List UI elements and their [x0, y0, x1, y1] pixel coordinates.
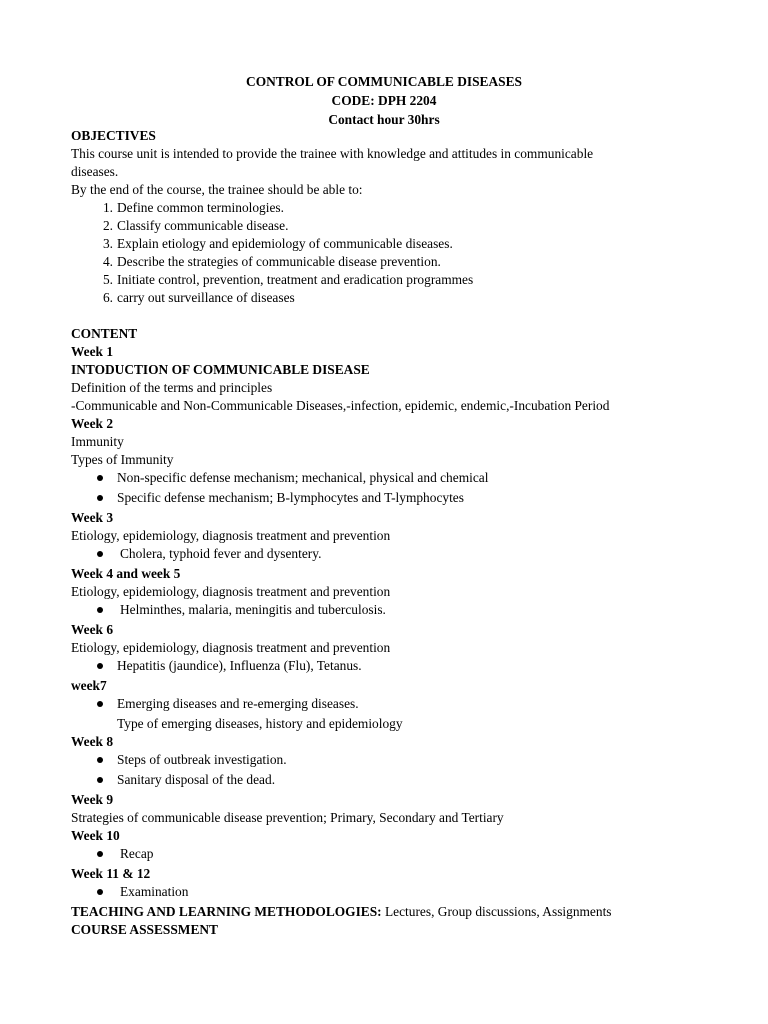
week1112-label: Week 11 & 12 [71, 866, 151, 881]
objectives-intro-line-1: This course unit is intended to provide the trainee with knowledge and attitudes in communicable [71, 146, 594, 161]
week45-label: Week 4 and week 5 [71, 566, 181, 581]
week2-line-1: Immunity [71, 434, 124, 449]
assessment-heading: COURSE ASSESSMENT [71, 922, 218, 937]
list-text: Define common terminologies. [117, 200, 284, 215]
week6-label: Week 6 [71, 622, 114, 637]
week6-bullet-list [71, 657, 711, 677]
bullet-icon [97, 777, 103, 783]
week8-label: Week 8 [71, 734, 114, 749]
week1-title: INTODUCTION OF COMMUNICABLE DISEASE [71, 362, 370, 377]
week1-line-1: Definition of the terms and principles [71, 380, 273, 395]
week1-line-2: -Communicable and Non-Communicable Diseases,-infection, epidemic, endemic,-Incubation Period [71, 398, 610, 413]
list-item [71, 751, 711, 771]
week3-label: Week 3 [71, 510, 114, 525]
list-item [71, 489, 711, 509]
week6-line-1: Etiology, epidemiology, diagnosis treatment and prevention [71, 640, 391, 655]
week10-bullet-list [71, 845, 711, 865]
bullet-icon [97, 495, 103, 501]
course-title: CONTROL OF COMMUNICABLE DISEASES [246, 74, 522, 89]
objective-item [71, 217, 711, 235]
list-text: Emerging diseases and re-emerging diseases. [117, 696, 359, 711]
week1-label: Week 1 [71, 344, 114, 359]
list-text: Initiate control, prevention, treatment and eradication programmes [117, 272, 474, 287]
list-text: Classify communicable disease. [117, 218, 289, 233]
objective-item [71, 253, 711, 271]
content-heading: CONTENT [71, 326, 138, 341]
objectives-heading: OBJECTIVES [71, 128, 156, 143]
list-text: Describe the strategies of communicable disease prevention. [117, 254, 441, 269]
spacer [71, 307, 711, 325]
bullet-icon [97, 607, 103, 613]
week7-bullet-list [71, 695, 711, 715]
list-item [71, 883, 711, 903]
list-item [71, 845, 711, 865]
list-number: 6. [102, 290, 113, 305]
list-item [71, 695, 711, 715]
list-item [71, 469, 711, 489]
course-code: CODE: DPH 2204 [331, 93, 437, 108]
list-item [71, 657, 711, 677]
list-number: 4. [102, 254, 113, 269]
week9-label: Week 9 [71, 792, 114, 807]
list-number: 1. [102, 200, 113, 215]
week3-line-1: Etiology, epidemiology, diagnosis treatment and prevention [71, 528, 391, 543]
week10-label: Week 10 [71, 828, 120, 843]
objective-item [71, 271, 711, 289]
objective-item [71, 235, 711, 253]
week2-bullet-list [71, 469, 711, 509]
list-text: Specific defense mechanism; B-lymphocytes and T-lymphocytes [117, 490, 464, 505]
list-text: Explain etiology and epidemiology of communicable diseases. [117, 236, 453, 251]
week45-bullet-list [71, 601, 711, 621]
objectives-intro-line-2: diseases. [71, 164, 119, 179]
list-text: Sanitary disposal of the dead. [117, 772, 276, 787]
list-number: 3. [102, 236, 113, 251]
bullet-icon [97, 851, 103, 857]
document-header [0, 73, 768, 130]
list-text: Examination [120, 884, 189, 899]
list-item [71, 545, 711, 565]
list-text: Recap [120, 846, 154, 861]
week45-line-1: Etiology, epidemiology, diagnosis treatment and prevention [71, 584, 391, 599]
bullet-icon [97, 701, 103, 707]
objective-item [71, 199, 711, 217]
list-text: Cholera, typhoid fever and dysentery. [120, 546, 322, 561]
list-text: carry out surveillance of diseases [117, 290, 295, 305]
week7-label: week7 [71, 678, 107, 693]
week2-label: Week 2 [71, 416, 114, 431]
bullet-icon [97, 663, 103, 669]
week3-bullet-list [71, 545, 711, 565]
objectives-intro-line-3: By the end of the course, the trainee should be able to: [71, 182, 363, 197]
bullet-icon [97, 889, 103, 895]
week9-line-1: Strategies of communicable disease prevention; Primary, Secondary and Tertiary [71, 810, 504, 825]
methodologies-line [71, 903, 711, 921]
objective-item [71, 289, 711, 307]
list-text: Helminthes, malaria, meningitis and tuberculosis. [120, 602, 386, 617]
list-number: 2. [102, 218, 113, 233]
contact-hours: Contact hour 30hrs [328, 112, 440, 127]
bullet-icon [97, 757, 103, 763]
document-body [71, 127, 711, 939]
bullet-icon [97, 475, 103, 481]
methodologies-label: TEACHING AND LEARNING METHODOLOGIES: [71, 904, 382, 919]
list-text: Non-specific defense mechanism; mechanical, physical and chemical [117, 470, 489, 485]
week7-subline: Type of emerging diseases, history and epidemiology [117, 716, 403, 731]
list-item [71, 601, 711, 621]
list-text: Steps of outbreak investigation. [117, 752, 287, 767]
week2-line-2: Types of Immunity [71, 452, 174, 467]
list-item [71, 771, 711, 791]
bullet-icon [97, 551, 103, 557]
list-text: Hepatitis (jaundice), Influenza (Flu), Tetanus. [117, 658, 362, 673]
week8-bullet-list [71, 751, 711, 791]
week1112-bullet-list [71, 883, 711, 903]
objectives-list [71, 199, 711, 307]
methodologies-text: Lectures, Group discussions, Assignments [381, 904, 612, 919]
list-number: 5. [102, 272, 113, 287]
